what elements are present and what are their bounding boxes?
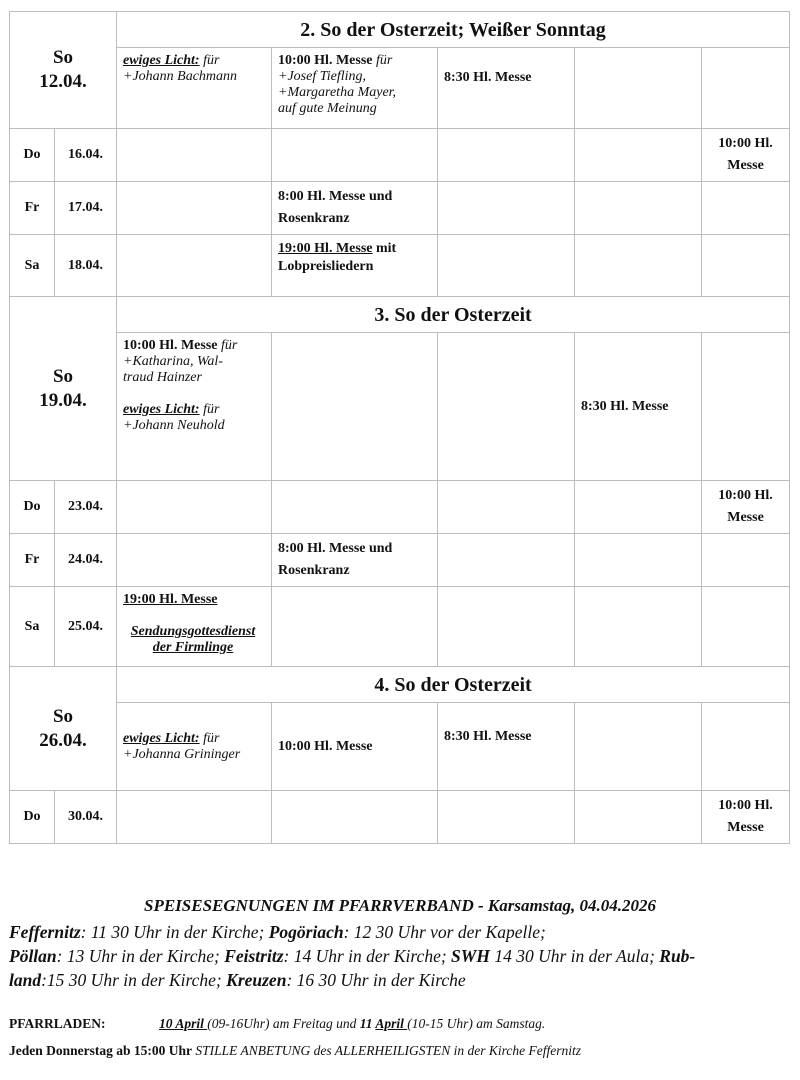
cell-text: traud Hainzer xyxy=(123,370,202,385)
weekday-cell: Sa xyxy=(10,235,55,297)
place-name: Pogöriach xyxy=(268,922,344,942)
sunday-date: 12.04. xyxy=(39,71,87,92)
sunday-dow: So xyxy=(52,705,74,727)
cell-text: 10:00 Hl. Messe xyxy=(278,53,373,68)
sunday-date-cell xyxy=(10,667,117,791)
cell-text: +Josef Tiefling, xyxy=(278,69,366,84)
speisesegnung-title: SPEISESEGNUNGEN IM PFARRVERBAND - Karsamstag, 04.04.2026 xyxy=(143,896,657,915)
schedule-cell xyxy=(117,48,272,129)
schedule-cell xyxy=(438,791,575,844)
date-cell: 18.04. xyxy=(55,235,117,297)
cell-text: für xyxy=(217,338,238,353)
schedule-cell xyxy=(438,534,575,587)
anbetung-line xyxy=(9,1043,581,1059)
place-name: Kreuzen xyxy=(226,970,287,990)
weekday-cell: Fr xyxy=(10,182,55,235)
cell-text: +Johann Neuhold xyxy=(123,418,225,433)
week-title: 4. So der Osterzeit xyxy=(117,667,790,703)
weekday-cell: Do xyxy=(10,129,55,182)
weekday-cell: Do xyxy=(10,791,55,844)
cell-text: 10:00 Hl. Messe xyxy=(278,738,373,754)
schedule-cell xyxy=(272,48,438,129)
schedule-cell xyxy=(702,791,790,844)
schedule-cell xyxy=(575,791,702,844)
schedule-cell xyxy=(272,481,438,534)
schedule-cell xyxy=(575,235,702,297)
schedule-cell xyxy=(272,129,438,182)
schedule-cell xyxy=(702,481,790,534)
date-cell: 25.04. xyxy=(55,587,117,667)
schedule-cell xyxy=(575,703,702,791)
sunday-date-cell xyxy=(10,297,117,481)
cell-text: für xyxy=(199,402,220,417)
week-title: 2. So der Osterzeit; Weißer Sonntag xyxy=(117,12,790,48)
notes-line-2 xyxy=(9,944,791,968)
week-title: 3. So der Osterzeit xyxy=(117,297,790,333)
sunday-dow: So xyxy=(52,365,74,387)
date-cell: 30.04. xyxy=(55,791,117,844)
schedule-cell xyxy=(117,129,272,182)
schedule-cell xyxy=(438,235,575,297)
cell-text: ewiges Licht: xyxy=(123,53,200,68)
schedule-cell xyxy=(272,791,438,844)
date-cell: 17.04. xyxy=(55,182,117,235)
schedule-cell xyxy=(117,534,272,587)
schedule-cell xyxy=(117,333,272,481)
schedule-cell xyxy=(575,333,702,481)
sunday-date: 26.04. xyxy=(39,729,87,751)
schedule-cell xyxy=(272,587,438,667)
cell-text: 19:00 Hl. Messe xyxy=(123,592,218,607)
weekday-cell: Sa xyxy=(10,587,55,667)
cell-text: 8:00 Hl. Messe und Rosenkranz xyxy=(278,189,393,226)
date-cell: 24.04. xyxy=(55,534,117,587)
schedule-cell xyxy=(272,333,438,481)
schedule-cell xyxy=(702,235,790,297)
schedule-cell xyxy=(272,182,438,235)
place-time: 14 30 Uhr in der Aula; xyxy=(489,946,660,966)
place-time: : 11 30 Uhr in der Kirche; xyxy=(80,922,269,942)
cell-text: ewiges Licht: xyxy=(123,402,200,417)
schedule-cell xyxy=(575,48,702,129)
mass-schedule-table xyxy=(9,11,790,844)
cell-text: auf gute Meinung xyxy=(278,101,377,116)
place-time: : 13 Uhr in der Kirche; xyxy=(56,946,225,966)
pfarrladen-line xyxy=(9,1016,545,1032)
schedule-cell xyxy=(438,333,575,481)
notes-line-3 xyxy=(9,968,791,992)
weekday-cell: Do xyxy=(10,481,55,534)
pfarrladen-hours-1: (09-16Uhr) am Freitag und xyxy=(207,1016,360,1031)
cell-text: +Johanna Grininger xyxy=(123,746,241,762)
pfarrladen-date-2-month: April xyxy=(375,1016,408,1031)
schedule-cell xyxy=(117,703,272,791)
place-name: Pöllan xyxy=(9,946,57,966)
schedule-cell xyxy=(438,182,575,235)
schedule-cell xyxy=(575,129,702,182)
cell-text: +Margaretha Mayer, xyxy=(278,85,397,100)
schedule-cell xyxy=(117,587,272,667)
cell-text: 10:00 Hl. Messe xyxy=(718,488,773,525)
cell-text: für xyxy=(199,53,220,68)
schedule-cell xyxy=(702,703,790,791)
date-cell: 23.04. xyxy=(55,481,117,534)
place-time: : 14 Uhr in der Kirche; xyxy=(283,946,452,966)
schedule-cell xyxy=(438,481,575,534)
schedule-cell xyxy=(272,235,438,297)
sunday-date-cell xyxy=(10,12,117,129)
cell-text: +Johann Bachmann xyxy=(123,69,238,84)
schedule-cell xyxy=(702,182,790,235)
schedule-cell xyxy=(272,703,438,791)
place-time: :15 30 Uhr in der Kirche; xyxy=(41,970,227,990)
cell-text: mit Lobpreisliedern xyxy=(278,241,397,274)
place-name: Rub- xyxy=(659,946,696,966)
cell-text: 8:30 Hl. Messe xyxy=(444,70,532,85)
cell-text: für xyxy=(372,53,393,68)
cell-text: für xyxy=(199,730,220,746)
place-time: : 12 30 Uhr vor der Kapelle; xyxy=(343,922,546,942)
pfarrladen-label: PFARRLADEN: xyxy=(9,1016,106,1031)
notes-section xyxy=(9,896,791,992)
schedule-cell xyxy=(272,534,438,587)
weekday-cell: Fr xyxy=(10,534,55,587)
sunday-dow: So xyxy=(52,47,74,68)
schedule-cell xyxy=(438,587,575,667)
cell-text: 8:30 Hl. Messe xyxy=(581,398,669,414)
schedule-cell xyxy=(575,534,702,587)
anbetung-time: Jeden Donnerstag ab 15:00 Uhr xyxy=(9,1043,193,1058)
cell-text: Sendungsgottesdienst der Firmlinge xyxy=(130,624,256,655)
schedule-cell xyxy=(438,129,575,182)
place-name: land xyxy=(9,970,42,990)
pfarrladen-hours-2: (10-15 Uhr) am Samstag. xyxy=(407,1016,546,1031)
cell-text: 10:00 Hl. Messe xyxy=(718,798,773,835)
schedule-cell xyxy=(117,481,272,534)
schedule-cell xyxy=(117,235,272,297)
place-name: Feffernitz xyxy=(9,922,81,942)
schedule-cell xyxy=(438,48,575,129)
cell-text: 19:00 Hl. Messe xyxy=(278,241,373,256)
pfarrladen-date-2-day: 11 xyxy=(359,1016,376,1031)
cell-text: 10:00 Hl. Messe xyxy=(718,136,773,173)
schedule-cell xyxy=(702,534,790,587)
schedule-cell xyxy=(117,182,272,235)
pfarrladen-date-1: 10 April xyxy=(159,1016,208,1031)
schedule-cell xyxy=(117,791,272,844)
sunday-date: 19.04. xyxy=(39,389,87,411)
schedule-cell xyxy=(575,587,702,667)
place-name: Feistritz xyxy=(224,946,284,966)
cell-text: ewiges Licht: xyxy=(123,730,200,746)
schedule-cell xyxy=(702,48,790,129)
place-name: SWH xyxy=(451,946,490,966)
cell-text: 10:00 Hl. Messe xyxy=(123,338,218,353)
cell-text: 8:00 Hl. Messe und Rosenkranz xyxy=(278,541,393,578)
schedule-cell xyxy=(702,129,790,182)
cell-text: +Katharina, Wal- xyxy=(123,354,223,369)
schedule-cell xyxy=(575,481,702,534)
schedule-cell xyxy=(702,333,790,481)
cell-text: 8:30 Hl. Messe xyxy=(444,729,532,744)
schedule-cell xyxy=(575,182,702,235)
schedule-cell xyxy=(702,587,790,667)
notes-line-1 xyxy=(9,920,791,944)
schedule-cell xyxy=(438,703,575,791)
anbetung-text: STILLE ANBETUNG des ALLERHEILIGSTEN in der Kirche Feffernitz xyxy=(192,1043,582,1058)
date-cell: 16.04. xyxy=(55,129,117,182)
place-time: : 16 30 Uhr in der Kirche xyxy=(286,970,466,990)
